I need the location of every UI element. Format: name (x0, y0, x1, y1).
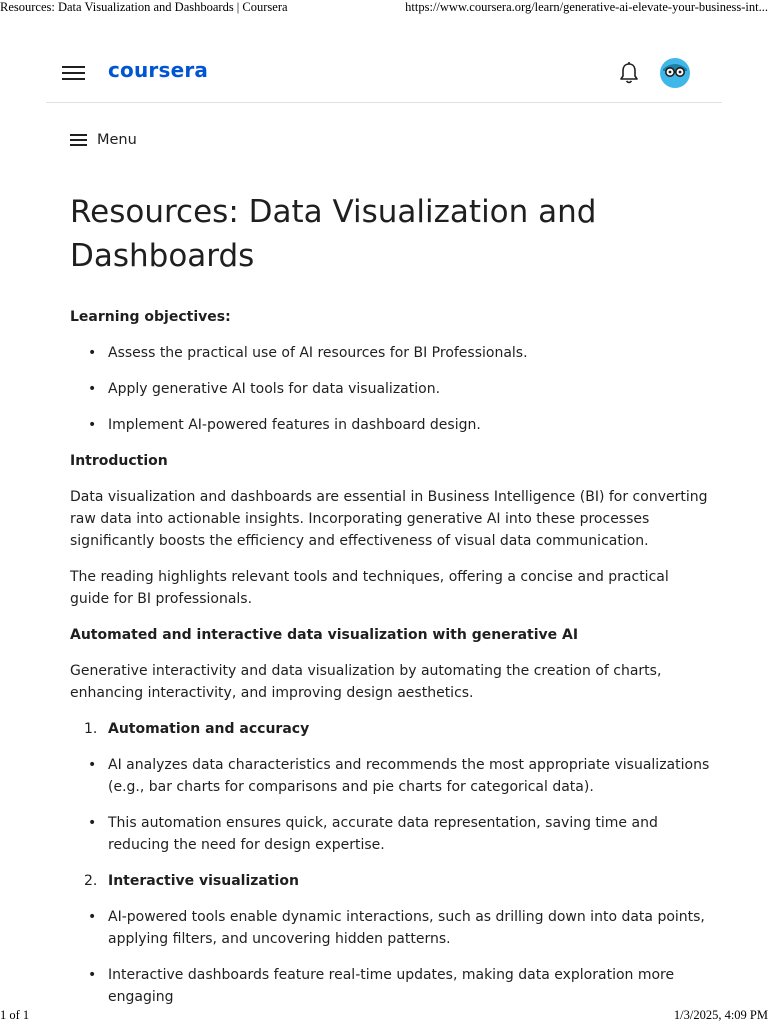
section-heading: Automated and interactive data visualization with generative AI (70, 627, 579, 643)
coursera-logo[interactable]: coursera (108, 58, 209, 82)
menu-icon (70, 133, 88, 147)
objectives-heading: Learning objectives: (70, 309, 231, 325)
section-paragraph: Generative interactivity and data visualization by automating the creation of charts, enhancing interactivity, and improving design aesthetics. (70, 663, 662, 701)
list-item: • Assess the practical use of AI resources for BI Professionals. (88, 345, 528, 361)
print-datetime: 1/3/2025, 4:09 PM (673, 1008, 768, 1022)
introduction-heading: Introduction (70, 453, 168, 469)
numbered-item-1 (70, 718, 710, 740)
objectives-list (70, 342, 710, 436)
item-1-bullets (70, 754, 710, 856)
page-title (70, 190, 710, 278)
list-item: • Interactive dashboards feature real-time updates, making data exploration more engaging (88, 967, 675, 1005)
list-item: • Apply generative AI tools for data visualization. (88, 381, 441, 397)
page-title-line-1: Resources: Data Visualization and (70, 194, 597, 230)
list-item: • AI analyzes data characteristics and recommends the most appropriate visualizations (e.g., bar charts for comparisons and pie charts for categorical data). (88, 757, 710, 795)
list-item: • AI-powered tools enable dynamic interactions, such as drilling down into data points, applying filters, and uncovering hidden patterns. (88, 909, 705, 947)
top-navigation-bar (46, 44, 722, 103)
hamburger-icon[interactable] (62, 64, 86, 82)
numbered-item-2 (70, 870, 710, 892)
list-item: • Implement AI-powered features in dashboard design. (88, 417, 481, 433)
avatar-icon[interactable] (659, 57, 691, 89)
numbered-heading: 2. Interactive visualization (84, 873, 299, 889)
item-2-bullets (70, 906, 710, 1008)
print-page-title: Resources: Data Visualization and Dashboards | Coursera (0, 0, 288, 14)
print-footer (0, 1006, 768, 1024)
course-menu-button[interactable] (70, 129, 137, 151)
print-page-url: https://www.coursera.org/learn/generative-ai-elevate-your-business-int... (405, 0, 768, 14)
numbered-heading: 1. Automation and accuracy (84, 721, 310, 737)
bell-icon[interactable] (618, 61, 640, 85)
article-content (70, 190, 710, 1008)
introduction-paragraph-1: Data visualization and dashboards are essential in Business Intelligence (BI) for converting raw data into actionable insights. Incorporating generative AI into these processes significantly boosts the efficiency and effectiveness of visual data communication. (70, 489, 708, 549)
print-page-number: 1 of 1 (0, 1008, 30, 1022)
print-header (0, 0, 768, 16)
introduction-paragraph-2: The reading highlights relevant tools and techniques, offering a concise and practical guide for BI professionals. (70, 569, 669, 607)
page-title-line-2: Dashboards (70, 238, 255, 274)
course-menu-label: Menu (97, 132, 137, 148)
list-item: • This automation ensures quick, accurate data representation, saving time and reducing the need for design expertise. (88, 815, 658, 853)
